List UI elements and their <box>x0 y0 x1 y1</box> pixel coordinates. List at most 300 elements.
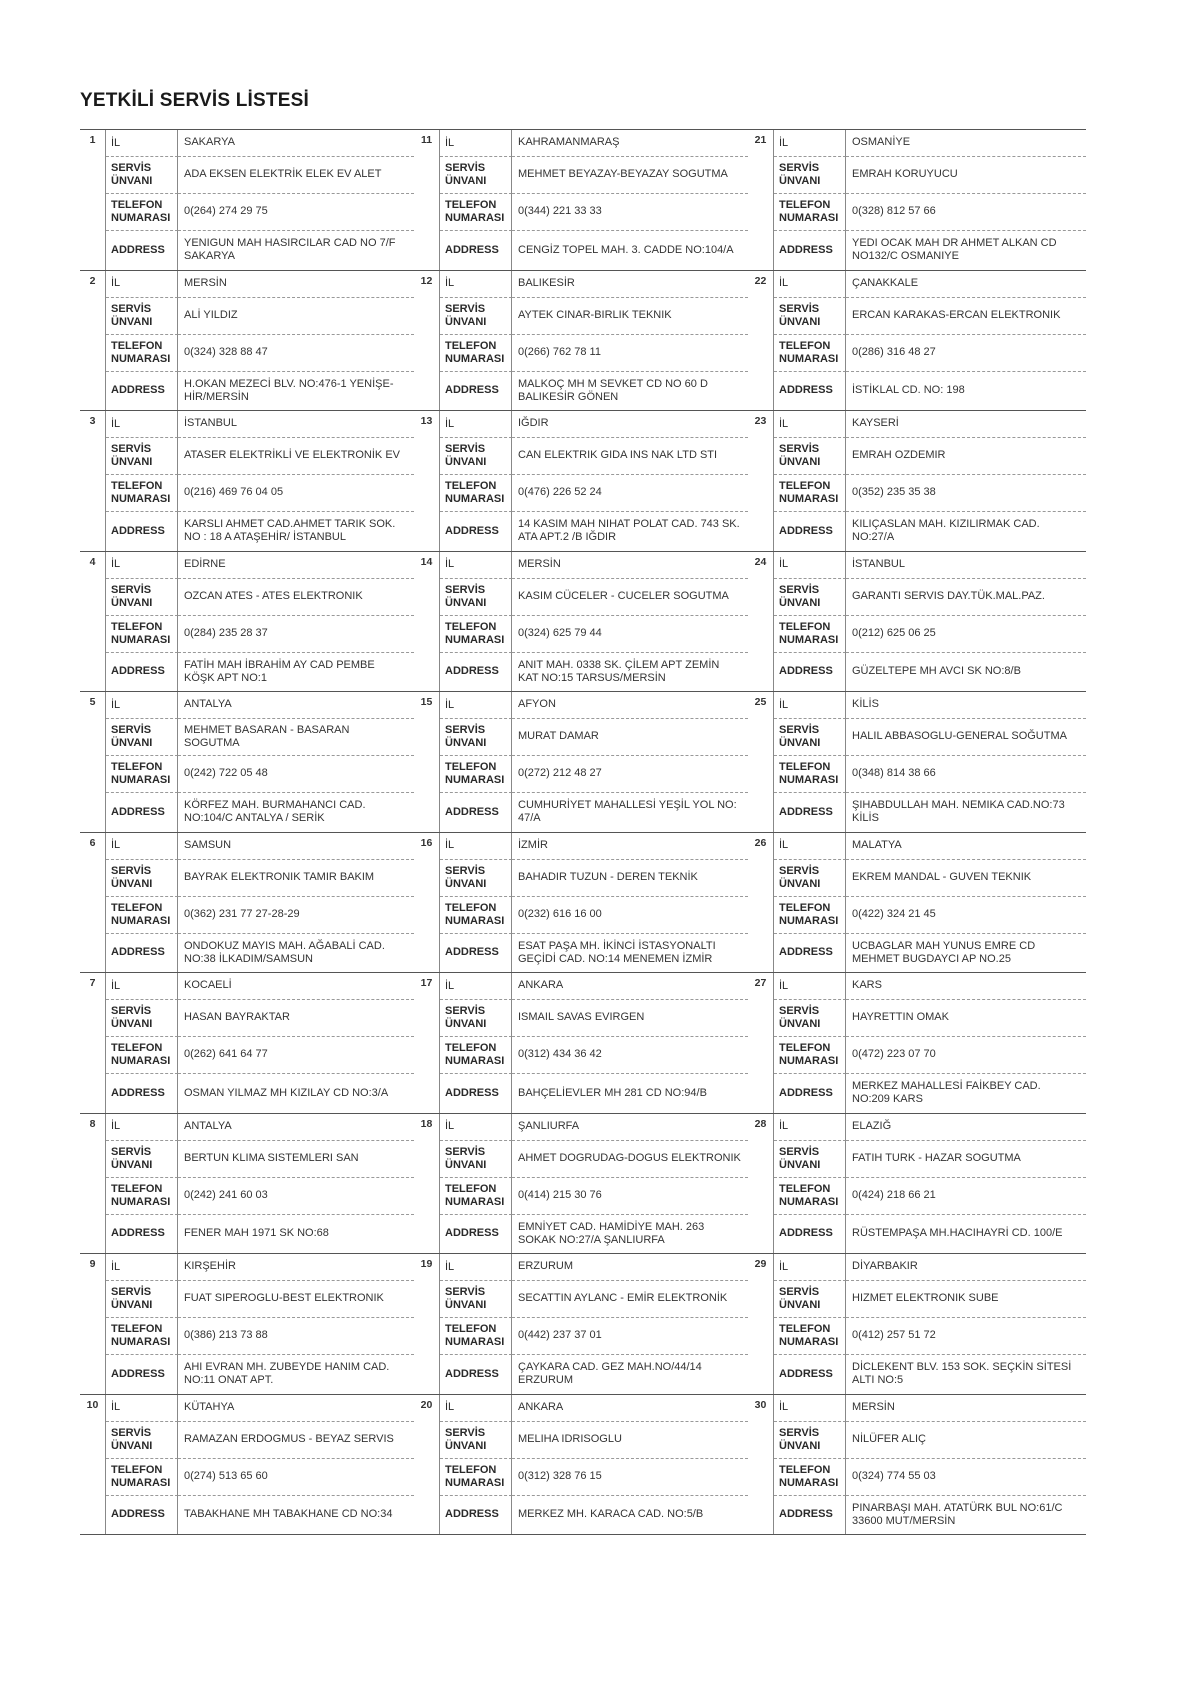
telefon-label: TELEFON NUMARASI <box>440 474 512 511</box>
il-label: İL <box>440 833 512 859</box>
il-label: İL <box>106 130 178 156</box>
servis-unvani-value: RAMAZAN ERDOGMUS - BEYAZ SERVIS <box>178 1421 414 1458</box>
servis-unvani-value: ALİ YILDIZ <box>178 297 414 334</box>
entry-number: 19 <box>414 1254 440 1394</box>
servis-unvani-label: SERVİS ÜNVANI <box>774 1140 846 1177</box>
telefon-label: TELEFON NUMARASI <box>774 193 846 230</box>
address-value: FATİH MAH İBRAHİM AY CAD PEMBE KÖŞK APT NO:1 <box>178 652 414 692</box>
service-entry <box>414 270 748 411</box>
service-entry <box>748 551 1086 692</box>
telefon-value: 0(216) 469 76 04 05 <box>178 474 414 511</box>
il-value: ÇANAKKALE <box>852 276 919 289</box>
address-value: PINARBAŞI MAH. ATATÜRK BUL NO:61/C 33600 MUT/MERSİN <box>846 1495 1086 1535</box>
il-value: IĞDIR <box>518 417 549 430</box>
address-label: ADDRESS <box>106 652 178 692</box>
address-label: ADDRESS <box>106 1073 178 1113</box>
service-entry <box>80 1253 414 1394</box>
entry-number: 28 <box>748 1114 774 1254</box>
servis-unvani-label: SERVİS ÜNVANI <box>774 1280 846 1317</box>
telefon-label: TELEFON NUMARASI <box>774 1317 846 1354</box>
entry-number: 20 <box>414 1395 440 1535</box>
address-label: ADDRESS <box>774 1214 846 1254</box>
telefon-label: TELEFON NUMARASI <box>774 474 846 511</box>
entry-number: 11 <box>414 130 440 270</box>
service-entry <box>748 832 1086 973</box>
entry-number: 2 <box>80 271 106 411</box>
servis-unvani-value: KASIM CÜCELER - CUCELER SOGUTMA <box>512 578 748 615</box>
telefon-value: 0(424) 218 66 21 <box>846 1177 1086 1214</box>
service-entry <box>748 270 1086 411</box>
telefon-value: 0(286) 316 48 27 <box>846 334 1086 371</box>
telefon-label: TELEFON NUMARASI <box>106 334 178 371</box>
il-value: ANKARA <box>518 979 564 992</box>
telefon-label: TELEFON NUMARASI <box>440 615 512 652</box>
servis-unvani-value: MEHMET BEYAZAY-BEYAZAY SOGUTMA <box>512 156 748 193</box>
servis-unvani-label: SERVİS ÜNVANI <box>440 1421 512 1458</box>
service-entry <box>80 1394 414 1535</box>
address-value: CUMHURİYET MAHALLESİ YEŞİL YOL NO: 47/A <box>512 792 748 832</box>
telefon-value: 0(352) 235 35 38 <box>846 474 1086 511</box>
telefon-value: 0(422) 324 21 45 <box>846 896 1086 933</box>
address-label: ADDRESS <box>440 792 512 832</box>
address-value: KARSLI AHMET CAD.AHMET TARIK SOK. NO : 18 A ATAŞEHİR/ İSTANBUL <box>178 511 414 551</box>
entry-number: 8 <box>80 1114 106 1254</box>
servis-unvani-label: SERVİS ÜNVANI <box>440 1280 512 1317</box>
il-value: İZMİR <box>518 838 548 851</box>
il-value: KİLİS <box>852 698 879 711</box>
il-label: İL <box>440 973 512 999</box>
address-value: 14 KASIM MAH NIHAT POLAT CAD. 743 SK. ATA APT.2 /B IĞDIR <box>512 511 748 551</box>
address-value: UCBAGLAR MAH YUNUS EMRE CD MEHMET BUGDAYCI AP NO.25 <box>846 933 1086 973</box>
address-label: ADDRESS <box>106 1214 178 1254</box>
il-label: İL <box>774 692 846 718</box>
telefon-label: TELEFON NUMARASI <box>106 1458 178 1495</box>
address-value: ŞIHABDULLAH MAH. NEMIKA CAD.NO:73 KİLİS <box>846 792 1086 832</box>
telefon-value: 0(324) 774 55 03 <box>846 1458 1086 1495</box>
servis-unvani-value: ISMAIL SAVAS EVIRGEN <box>512 999 748 1036</box>
il-value: İSTANBUL <box>852 557 905 570</box>
il-label: İL <box>774 552 846 578</box>
address-value: TABAKHANE MH TABAKHANE CD NO:34 <box>178 1495 414 1535</box>
address-value: BAHÇELİEVLER MH 281 CD NO:94/B <box>512 1073 748 1113</box>
service-entry <box>414 832 748 973</box>
entry-number: 23 <box>748 411 774 551</box>
entry-number: 18 <box>414 1114 440 1254</box>
il-label: İL <box>106 1114 178 1140</box>
page-title: YETKİLİ SERVİS LİSTESİ <box>80 90 309 111</box>
service-entry <box>414 551 748 692</box>
servis-unvani-label: SERVİS ÜNVANI <box>440 578 512 615</box>
service-entry <box>748 410 1086 551</box>
service-list-table <box>80 129 1086 1535</box>
entry-number: 10 <box>80 1395 106 1535</box>
address-label: ADDRESS <box>106 511 178 551</box>
il-label: İL <box>106 1254 178 1280</box>
telefon-label: TELEFON NUMARASI <box>106 755 178 792</box>
servis-unvani-value: BAHADIR TUZUN - DEREN TEKNİK <box>512 859 748 896</box>
service-entry <box>80 410 414 551</box>
il-label: İL <box>774 1114 846 1140</box>
servis-unvani-value: ERCAN KARAKAS-ERCAN ELEKTRONIK <box>846 297 1086 334</box>
address-label: ADDRESS <box>440 1495 512 1535</box>
il-value: DİYARBAKIR <box>852 1260 918 1273</box>
address-label: ADDRESS <box>774 1495 846 1535</box>
telefon-value: 0(362) 231 77 27-28-29 <box>178 896 414 933</box>
address-label: ADDRESS <box>106 371 178 411</box>
telefon-label: TELEFON NUMARASI <box>440 1317 512 1354</box>
service-entry <box>414 1113 748 1254</box>
il-value: ŞANLIURFA <box>518 1119 580 1132</box>
address-label: ADDRESS <box>440 652 512 692</box>
telefon-value: 0(328) 812 57 66 <box>846 193 1086 230</box>
address-label: ADDRESS <box>440 1214 512 1254</box>
address-value: DİCLEKENT BLV. 153 SOK. SEÇKİN SİTESİ ALTI NO:5 <box>846 1354 1086 1394</box>
address-label: ADDRESS <box>774 511 846 551</box>
address-label: ADDRESS <box>440 1354 512 1394</box>
telefon-value: 0(266) 762 78 11 <box>512 334 748 371</box>
il-label: İL <box>774 1254 846 1280</box>
address-value: ESAT PAŞA MH. İKİNCİ İSTASYONALTI GEÇİDİ CAD. NO:14 MENEMEN İZMİR <box>512 933 748 973</box>
servis-unvani-label: SERVİS ÜNVANI <box>774 156 846 193</box>
il-label: İL <box>440 411 512 437</box>
entry-number: 13 <box>414 411 440 551</box>
servis-unvani-label: SERVİS ÜNVANI <box>774 578 846 615</box>
il-value: MERSİN <box>518 557 561 570</box>
entry-number: 24 <box>748 552 774 692</box>
address-value: YENIGUN MAH HASIRCILAR CAD NO 7/F SAKARYA <box>178 230 414 270</box>
servis-unvani-label: SERVİS ÜNVANI <box>440 437 512 474</box>
entry-number: 7 <box>80 973 106 1113</box>
address-label: ADDRESS <box>774 1073 846 1113</box>
telefon-label: TELEFON NUMARASI <box>774 615 846 652</box>
telefon-value: 0(242) 241 60 03 <box>178 1177 414 1214</box>
telefon-value: 0(412) 257 51 72 <box>846 1317 1086 1354</box>
servis-unvani-label: SERVİS ÜNVANI <box>774 999 846 1036</box>
servis-unvani-value: GARANTI SERVIS DAY.TÜK.MAL.PAZ. <box>846 578 1086 615</box>
service-entry <box>80 129 414 270</box>
address-label: ADDRESS <box>774 371 846 411</box>
address-value: İSTİKLAL CD. NO: 198 <box>846 371 1086 411</box>
servis-unvani-value: ATASER ELEKTRİKLİ VE ELEKTRONİK EV <box>178 437 414 474</box>
servis-unvani-label: SERVİS ÜNVANI <box>774 718 846 755</box>
il-value: KOCAELİ <box>184 979 232 992</box>
servis-unvani-label: SERVİS ÜNVANI <box>774 859 846 896</box>
telefon-label: TELEFON NUMARASI <box>440 755 512 792</box>
entry-number: 12 <box>414 271 440 411</box>
il-value: EDİRNE <box>184 557 226 570</box>
il-label: İL <box>106 973 178 999</box>
telefon-label: TELEFON NUMARASI <box>440 1458 512 1495</box>
servis-unvani-value: FUAT SIPEROGLU-BEST ELEKTRONIK <box>178 1280 414 1317</box>
address-label: ADDRESS <box>106 933 178 973</box>
il-value: ANTALYA <box>184 1119 232 1132</box>
service-entry <box>80 972 414 1113</box>
telefon-label: TELEFON NUMARASI <box>440 1177 512 1214</box>
address-value: ÇAYKARA CAD. GEZ MAH.NO/44/14 ERZURUM <box>512 1354 748 1394</box>
entry-number: 22 <box>748 271 774 411</box>
servis-unvani-value: AHMET DOGRUDAG-DOGUS ELEKTRONIK <box>512 1140 748 1177</box>
service-entry <box>80 691 414 832</box>
servis-unvani-label: SERVİS ÜNVANI <box>106 1140 178 1177</box>
servis-unvani-label: SERVİS ÜNVANI <box>440 156 512 193</box>
servis-unvani-label: SERVİS ÜNVANI <box>440 999 512 1036</box>
il-label: İL <box>774 833 846 859</box>
servis-unvani-label: SERVİS ÜNVANI <box>774 1421 846 1458</box>
entry-number: 16 <box>414 833 440 973</box>
address-value: MALKOÇ MH M SEVKET CD NO 60 D BALIKESİR GÖNEN <box>512 371 748 411</box>
il-label: İL <box>440 271 512 297</box>
telefon-value: 0(348) 814 38 66 <box>846 755 1086 792</box>
servis-unvani-value: MURAT DAMAR <box>512 718 748 755</box>
entry-number: 1 <box>80 130 106 270</box>
telefon-label: TELEFON NUMARASI <box>440 1036 512 1073</box>
servis-unvani-label: SERVİS ÜNVANI <box>106 437 178 474</box>
telefon-value: 0(232) 616 16 00 <box>512 896 748 933</box>
servis-unvani-label: SERVİS ÜNVANI <box>106 156 178 193</box>
address-label: ADDRESS <box>106 1354 178 1394</box>
il-label: İL <box>774 411 846 437</box>
address-label: ADDRESS <box>106 792 178 832</box>
telefon-label: TELEFON NUMARASI <box>774 1458 846 1495</box>
il-value: BALIKESİR <box>518 276 575 289</box>
address-label: ADDRESS <box>106 230 178 270</box>
servis-unvani-label: SERVİS ÜNVANI <box>106 718 178 755</box>
il-label: İL <box>106 271 178 297</box>
entry-number: 9 <box>80 1254 106 1394</box>
telefon-value: 0(264) 274 29 75 <box>178 193 414 230</box>
servis-unvani-value: FATIH TURK - HAZAR SOGUTMA <box>846 1140 1086 1177</box>
il-value: KARS <box>852 979 882 992</box>
servis-unvani-value: BERTUN KLIMA SISTEMLERI SAN <box>178 1140 414 1177</box>
servis-unvani-value: HASAN BAYRAKTAR <box>178 999 414 1036</box>
address-label: ADDRESS <box>440 371 512 411</box>
service-entry <box>748 691 1086 832</box>
address-value: EMNİYET CAD. HAMİDİYE MAH. 263 SOKAK NO:27/A ŞANLIURFA <box>512 1214 748 1254</box>
entry-number: 5 <box>80 692 106 832</box>
servis-unvani-label: SERVİS ÜNVANI <box>774 297 846 334</box>
telefon-value: 0(274) 513 65 60 <box>178 1458 414 1495</box>
telefon-value: 0(476) 226 52 24 <box>512 474 748 511</box>
address-value: H.OKAN MEZECİ BLV. NO:476-1 YENİŞE-HİR/MERSİN <box>178 371 414 411</box>
il-value: KAYSERİ <box>852 417 899 430</box>
address-value: ONDOKUZ MAYIS MAH. AĞABALİ CAD. NO:38 İLKADIM/SAMSUN <box>178 933 414 973</box>
address-value: OSMAN YILMAZ MH KIZILAY CD NO:3/A <box>178 1073 414 1113</box>
il-value: ANKARA <box>518 1400 564 1413</box>
telefon-value: 0(324) 328 88 47 <box>178 334 414 371</box>
il-value: İSTANBUL <box>184 417 237 430</box>
servis-unvani-label: SERVİS ÜNVANI <box>440 859 512 896</box>
telefon-label: TELEFON NUMARASI <box>106 615 178 652</box>
telefon-label: TELEFON NUMARASI <box>106 1036 178 1073</box>
address-value: ANIT MAH. 0338 SK. ÇİLEM APT ZEMİN KAT NO:15 TARSUS/MERSİN <box>512 652 748 692</box>
servis-unvani-value: HALIL ABBASOGLU-GENERAL SOĞUTMA <box>846 718 1086 755</box>
address-label: ADDRESS <box>774 1354 846 1394</box>
address-label: ADDRESS <box>774 230 846 270</box>
entry-number: 29 <box>748 1254 774 1394</box>
il-value: MERSİN <box>184 276 227 289</box>
telefon-label: TELEFON NUMARASI <box>106 193 178 230</box>
entry-number: 30 <box>748 1395 774 1535</box>
telefon-value: 0(242) 722 05 48 <box>178 755 414 792</box>
telefon-label: TELEFON NUMARASI <box>440 334 512 371</box>
service-entry <box>414 410 748 551</box>
telefon-label: TELEFON NUMARASI <box>774 755 846 792</box>
il-label: İL <box>106 692 178 718</box>
telefon-value: 0(324) 625 79 44 <box>512 615 748 652</box>
service-entry <box>414 1394 748 1535</box>
il-label: İL <box>106 833 178 859</box>
address-value: FENER MAH 1971 SK NO:68 <box>178 1214 414 1254</box>
telefon-value: 0(414) 215 30 76 <box>512 1177 748 1214</box>
entry-number: 14 <box>414 552 440 692</box>
il-label: İL <box>774 1395 846 1421</box>
il-value: AFYON <box>518 698 556 711</box>
entry-number: 6 <box>80 833 106 973</box>
servis-unvani-value: NİLÜFER ALIÇ <box>846 1421 1086 1458</box>
address-label: ADDRESS <box>774 792 846 832</box>
il-value: KAHRAMANMARAŞ <box>518 136 620 149</box>
servis-unvani-label: SERVİS ÜNVANI <box>106 999 178 1036</box>
il-value: ELAZIĞ <box>852 1119 892 1132</box>
il-label: İL <box>440 1114 512 1140</box>
telefon-value: 0(262) 641 64 77 <box>178 1036 414 1073</box>
telefon-value: 0(272) 212 48 27 <box>512 755 748 792</box>
service-entry <box>748 129 1086 270</box>
address-value: KÖRFEZ MAH. BURMAHANCI CAD. NO:104/C ANTALYA / SERİK <box>178 792 414 832</box>
il-label: İL <box>774 271 846 297</box>
service-entry <box>748 1394 1086 1535</box>
address-label: ADDRESS <box>774 652 846 692</box>
servis-unvani-value: OZCAN ATES - ATES ELEKTRONIK <box>178 578 414 615</box>
telefon-value: 0(312) 328 76 15 <box>512 1458 748 1495</box>
address-value: KILIÇASLAN MAH. KIZILIRMAK CAD. NO:27/A <box>846 511 1086 551</box>
servis-unvani-label: SERVİS ÜNVANI <box>106 1421 178 1458</box>
telefon-label: TELEFON NUMARASI <box>774 1177 846 1214</box>
il-label: İL <box>774 973 846 999</box>
address-value: RÜSTEMPAŞA MH.HACIHAYRİ CD. 100/E <box>846 1214 1086 1254</box>
entry-number: 15 <box>414 692 440 832</box>
servis-unvani-value: EMRAH KORUYUCU <box>846 156 1086 193</box>
il-label: İL <box>440 552 512 578</box>
service-entry <box>80 832 414 973</box>
il-label: İL <box>440 1254 512 1280</box>
telefon-label: TELEFON NUMARASI <box>774 334 846 371</box>
il-label: İL <box>440 1395 512 1421</box>
entry-number: 25 <box>748 692 774 832</box>
address-label: ADDRESS <box>440 511 512 551</box>
telefon-label: TELEFON NUMARASI <box>106 1177 178 1214</box>
il-label: İL <box>774 130 846 156</box>
telefon-value: 0(212) 625 06 25 <box>846 615 1086 652</box>
servis-unvani-value: CAN ELEKTRIK GIDA INS NAK LTD STI <box>512 437 748 474</box>
address-value: YEDI OCAK MAH DR AHMET ALKAN CD NO132/C OSMANIYE <box>846 230 1086 270</box>
telefon-label: TELEFON NUMARASI <box>774 896 846 933</box>
entry-number: 21 <box>748 130 774 270</box>
telefon-label: TELEFON NUMARASI <box>106 1317 178 1354</box>
address-label: ADDRESS <box>106 1495 178 1535</box>
entry-number: 27 <box>748 973 774 1113</box>
service-entry <box>414 972 748 1113</box>
telefon-label: TELEFON NUMARASI <box>440 896 512 933</box>
servis-unvani-value: HAYRETTIN OMAK <box>846 999 1086 1036</box>
address-label: ADDRESS <box>440 230 512 270</box>
address-label: ADDRESS <box>440 1073 512 1113</box>
il-value: OSMANİYE <box>852 136 911 149</box>
servis-unvani-label: SERVİS ÜNVANI <box>440 718 512 755</box>
service-entry <box>80 551 414 692</box>
servis-unvani-label: SERVİS ÜNVANI <box>106 859 178 896</box>
servis-unvani-value: MELIHA IDRISOGLU <box>512 1421 748 1458</box>
il-label: İL <box>106 552 178 578</box>
telefon-value: 0(386) 213 73 88 <box>178 1317 414 1354</box>
il-value: KÜTAHYA <box>184 1400 235 1413</box>
address-value: CENGİZ TOPEL MAH. 3. CADDE NO:104/A <box>512 230 748 270</box>
telefon-value: 0(442) 237 37 01 <box>512 1317 748 1354</box>
il-value: KIRŞEHİR <box>184 1260 236 1273</box>
il-value: ANTALYA <box>184 698 232 711</box>
service-entry <box>414 129 748 270</box>
servis-unvani-label: SERVİS ÜNVANI <box>440 1140 512 1177</box>
entry-number: 17 <box>414 973 440 1113</box>
servis-unvani-value: EKREM MANDAL - GUVEN TEKNIK <box>846 859 1086 896</box>
entry-number: 4 <box>80 552 106 692</box>
telefon-value: 0(284) 235 28 37 <box>178 615 414 652</box>
servis-unvani-value: AYTEK CINAR-BIRLIK TEKNIK <box>512 297 748 334</box>
servis-unvani-value: ADA EKSEN ELEKTRİK ELEK EV ALET <box>178 156 414 193</box>
il-value: SAMSUN <box>184 838 232 851</box>
il-value: SAKARYA <box>184 136 235 149</box>
servis-unvani-value: MEHMET BASARAN - BASARAN SOGUTMA <box>178 718 414 755</box>
address-label: ADDRESS <box>774 933 846 973</box>
entry-number: 3 <box>80 411 106 551</box>
address-value: GÜZELTEPE MH AVCI SK NO:8/B <box>846 652 1086 692</box>
service-entry <box>414 1253 748 1394</box>
telefon-value: 0(344) 221 33 33 <box>512 193 748 230</box>
entry-number: 26 <box>748 833 774 973</box>
service-entry <box>80 270 414 411</box>
il-label: İL <box>440 130 512 156</box>
service-entry <box>748 1113 1086 1254</box>
service-entry <box>414 691 748 832</box>
address-value: MERKEZ MH. KARACA CAD. NO:5/B <box>512 1495 748 1535</box>
telefon-label: TELEFON NUMARASI <box>106 896 178 933</box>
telefon-label: TELEFON NUMARASI <box>440 193 512 230</box>
il-value: ERZURUM <box>518 1260 573 1273</box>
servis-unvani-label: SERVİS ÜNVANI <box>106 578 178 615</box>
il-label: İL <box>440 692 512 718</box>
telefon-label: TELEFON NUMARASI <box>106 474 178 511</box>
il-label: İL <box>106 1395 178 1421</box>
il-label: İL <box>106 411 178 437</box>
servis-unvani-value: BAYRAK ELEKTRONIK TAMIR BAKIM <box>178 859 414 896</box>
service-entry <box>748 1253 1086 1394</box>
telefon-value: 0(472) 223 07 70 <box>846 1036 1086 1073</box>
address-value: MERKEZ MAHALLESİ FAİKBEY CAD. NO:209 KARS <box>846 1073 1086 1113</box>
servis-unvani-value: SECATTIN AYLANC - EMİR ELEKTRONİK <box>512 1280 748 1317</box>
servis-unvani-label: SERVİS ÜNVANI <box>106 297 178 334</box>
address-label: ADDRESS <box>440 933 512 973</box>
servis-unvani-value: EMRAH OZDEMIR <box>846 437 1086 474</box>
telefon-value: 0(312) 434 36 42 <box>512 1036 748 1073</box>
address-value: AHI EVRAN MH. ZUBEYDE HANIM CAD. NO:11 ONAT APT. <box>178 1354 414 1394</box>
service-entry <box>748 972 1086 1113</box>
servis-unvani-value: HIZMET ELEKTRONIK SUBE <box>846 1280 1086 1317</box>
telefon-label: TELEFON NUMARASI <box>774 1036 846 1073</box>
il-value: MALATYA <box>852 838 902 851</box>
servis-unvani-label: SERVİS ÜNVANI <box>774 437 846 474</box>
il-value: MERSİN <box>852 1400 895 1413</box>
servis-unvani-label: SERVİS ÜNVANI <box>440 297 512 334</box>
